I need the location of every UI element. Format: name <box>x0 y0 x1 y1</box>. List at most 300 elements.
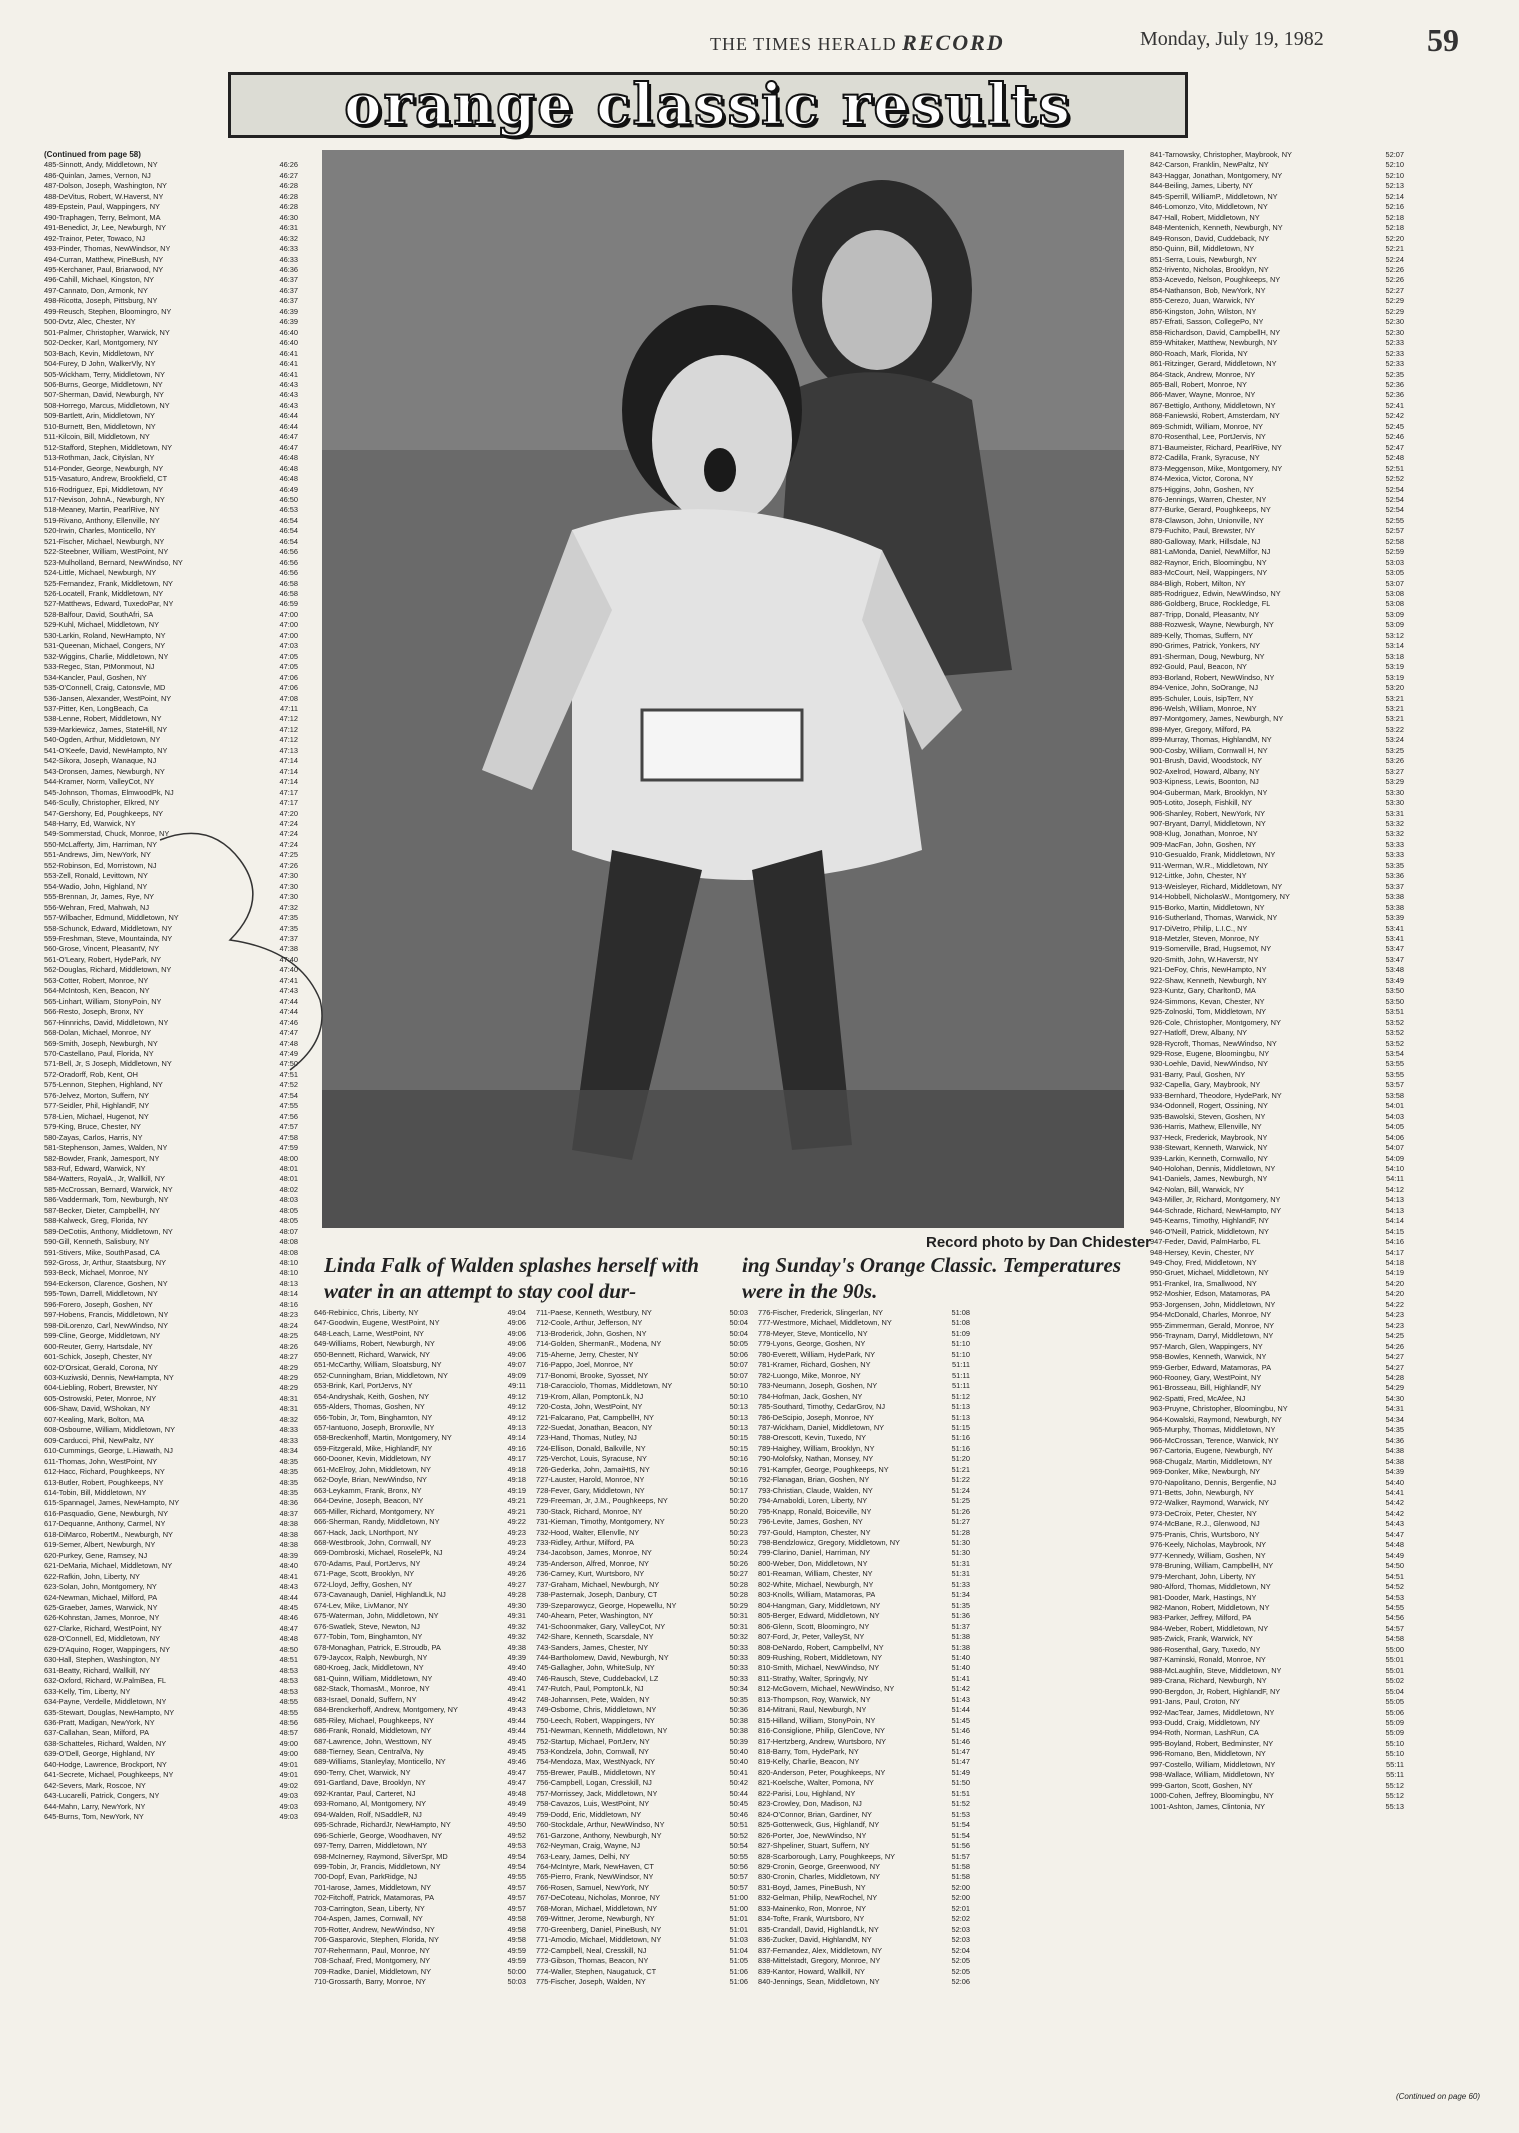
finish-time: 46:56 <box>279 568 298 578</box>
runner-entry: 975-Pranis, Chris, Wurtsboro, NY <box>1150 1529 1260 1539</box>
finish-time: 51:09 <box>951 1328 970 1338</box>
finish-time: 49:13 <box>507 1422 526 1432</box>
result-row <box>536 1381 748 1391</box>
result-row <box>314 1726 526 1736</box>
runner-entry: 808-DeNardo, Robert, Campbellvl, NY <box>758 1642 884 1652</box>
finish-time: 54:13 <box>1385 1205 1404 1215</box>
finish-time: 47:12 <box>279 714 298 724</box>
finish-time: 49:32 <box>507 1632 526 1642</box>
finish-time: 50:04 <box>729 1318 748 1328</box>
result-row <box>1150 1760 1404 1770</box>
result-row <box>44 192 298 202</box>
result-row <box>758 1705 970 1715</box>
result-row <box>758 1496 970 1506</box>
finish-time: 52:45 <box>1385 421 1404 431</box>
runner-entry: 587-Becker, Dieter, CampbellH, NY <box>44 1205 160 1215</box>
finish-time: 48:07 <box>279 1226 298 1236</box>
result-row <box>44 1666 298 1676</box>
finish-time: 49:22 <box>507 1517 526 1527</box>
page-number: 59 <box>1427 22 1459 58</box>
finish-time: 51:36 <box>951 1611 970 1621</box>
finish-time: 49:59 <box>507 1956 526 1966</box>
result-row <box>536 1914 748 1924</box>
result-row <box>44 767 298 777</box>
finish-time: 49:40 <box>507 1673 526 1683</box>
finish-time: 48:34 <box>279 1446 298 1456</box>
result-row <box>44 694 298 704</box>
result-row <box>44 840 298 850</box>
runner-entry: 620-Purkey, Gene, Ramsey, NJ <box>44 1550 148 1560</box>
runner-entry: 651-McCarthy, William, Sloatsburg, NY <box>314 1360 442 1370</box>
finish-time: 49:04 <box>507 1308 526 1317</box>
runner-entry: 895-Schuler, Louis, IsipTerr, NY <box>1150 693 1254 703</box>
result-row <box>1150 380 1404 390</box>
runner-entry: 978-Bruning, William, CampbellH, NY <box>1150 1561 1274 1571</box>
result-row <box>314 1831 526 1841</box>
result-row <box>1150 976 1404 986</box>
runner-entry: 793-Christian, Claude, Walden, NY <box>758 1485 873 1495</box>
result-row <box>314 1684 526 1694</box>
results-column-4 <box>758 1308 970 1987</box>
result-row <box>1150 411 1404 421</box>
result-row <box>44 349 298 359</box>
runner-entry: 804-Hangman, Gary, Middletown, NY <box>758 1600 881 1610</box>
runner-entry: 498-Ricotta, Joseph, Pittsburg, NY <box>44 296 158 306</box>
result-row <box>314 1548 526 1558</box>
runner-entry: 608-Osbourne, William, Middletown, NY <box>44 1425 176 1435</box>
runner-entry: 571-Bell, Jr, S Joseph, Middletown, NY <box>44 1059 172 1069</box>
finish-time: 49:01 <box>279 1759 298 1769</box>
finish-time: 47:30 <box>279 892 298 902</box>
finish-time: 51:01 <box>729 1924 748 1934</box>
finish-time: 46:28 <box>279 202 298 212</box>
finish-time: 47:48 <box>279 1038 298 1048</box>
runner-entry: 820-Anderson, Peter, Poughkeeps, NY <box>758 1767 886 1777</box>
runner-entry: 655-Alders, Thomas, Goshen, NY <box>314 1402 425 1412</box>
runner-entry: 710-Grossarth, Barry, Monroe, NY <box>314 1977 426 1986</box>
runner-entry: 880-Galloway, Mark, Hillsdale, NJ <box>1150 536 1261 546</box>
result-row <box>314 1705 526 1715</box>
result-row <box>1150 1655 1404 1665</box>
runner-entry: 814-Mitrani, Raul, Newburgh, NY <box>758 1705 867 1715</box>
continued-on-label: (Continued on page 60) <box>1395 2092 1480 2101</box>
runner-entry: 598-DiLorenzo, Carl, NewWindso, NY <box>44 1320 169 1330</box>
result-row <box>44 1174 298 1184</box>
runner-entry: 871-Baumeister, Richard, PearlRive, NY <box>1150 442 1282 452</box>
runner-entry: 976-Keely, Nicholas, Maybrook, NY <box>1150 1540 1267 1550</box>
finish-time: 54:52 <box>1385 1582 1404 1592</box>
result-row <box>1150 234 1404 244</box>
result-row <box>44 997 298 1007</box>
runner-entry: 690-Terry, Chet, Warwick, NY <box>314 1767 411 1777</box>
finish-time: 53:38 <box>1385 892 1404 902</box>
result-row <box>314 1392 526 1402</box>
finish-time: 49:06 <box>507 1349 526 1359</box>
runner-entry: 684-Brenckerhoff, Andrew, Montgomery, NY <box>314 1705 458 1715</box>
runner-entry: 676-Swatlek, Steve, Newton, NJ <box>314 1621 420 1631</box>
result-row <box>758 1308 970 1318</box>
result-row <box>536 1872 748 1882</box>
runner-entry: 935-Bawolski, Steven, Goshen, NY <box>1150 1111 1266 1121</box>
finish-time: 46:30 <box>279 212 298 222</box>
result-row <box>44 1394 298 1404</box>
runner-entry: 614-Tobin, Bill, Middletown, NY <box>44 1488 147 1497</box>
finish-time: 49:02 <box>279 1780 298 1790</box>
finish-time: 53:21 <box>1385 714 1404 724</box>
runner-entry: 931-Barry, Paul, Goshen, NY <box>1150 1069 1246 1079</box>
finish-time: 52:47 <box>1385 442 1404 452</box>
finish-time: 54:23 <box>1385 1310 1404 1320</box>
finish-time: 50:51 <box>729 1820 748 1830</box>
runner-entry: 532-Wiggins, Charlie, Middletown, NY <box>44 651 169 661</box>
finish-time: 53:18 <box>1385 651 1404 661</box>
finish-time: 47:00 <box>279 630 298 640</box>
result-row <box>1150 275 1404 285</box>
result-row <box>536 1831 748 1841</box>
result-row <box>44 1530 298 1540</box>
result-row <box>44 829 298 839</box>
finish-time: 54:39 <box>1385 1467 1404 1477</box>
result-row <box>314 1841 526 1851</box>
finish-time: 47:54 <box>279 1090 298 1100</box>
finish-time: 48:53 <box>279 1665 298 1675</box>
result-row <box>758 1590 970 1600</box>
runner-entry: 733-Ridley, Arthur, Milford, PA <box>536 1537 634 1547</box>
finish-time: 49:17 <box>507 1454 526 1464</box>
runner-entry: 740-Ahearn, Peter, Washington, NY <box>536 1611 654 1621</box>
result-row <box>44 1770 298 1780</box>
result-row <box>758 1486 970 1496</box>
finish-time: 49:43 <box>507 1705 526 1715</box>
result-row <box>44 746 298 756</box>
finish-time: 53:54 <box>1385 1048 1404 1058</box>
runner-entry: 691-Gartland, Dave, Brooklyn, NY <box>314 1778 426 1788</box>
result-row <box>44 1676 298 1686</box>
runner-entry: 526-Locatell, Frank, Middletown, NY <box>44 589 164 599</box>
finish-time: 53:27 <box>1385 766 1404 776</box>
runner-entry: 827-Shpeliner, Stuart, Suffern, NY <box>758 1841 870 1851</box>
result-row <box>314 1444 526 1454</box>
result-row <box>44 411 298 421</box>
runner-entry: 994-Roth, Norman, LashRun, CA <box>1150 1728 1259 1738</box>
runner-entry: 906-Shanley, Robert, NewYork, NY <box>1150 808 1266 818</box>
finish-time: 47:06 <box>279 683 298 693</box>
runner-entry: 962-Spatti, Fred, McAfee, NJ <box>1150 1393 1246 1403</box>
result-row <box>314 1935 526 1945</box>
finish-time: 47:40 <box>279 965 298 975</box>
runner-entry: 507-Sherman, David, Newburgh, NY <box>44 390 164 400</box>
runner-entry: 754-Mendoza, Max, WestNyack, NY <box>536 1757 655 1767</box>
finish-time: 51:35 <box>951 1600 970 1610</box>
finish-time: 47:59 <box>279 1143 298 1153</box>
runner-entry: 800-Weber, Don, Middletown, NY <box>758 1558 868 1568</box>
runner-entry: 792-Flanagan, Brian, Goshen, NY <box>758 1475 870 1485</box>
result-row <box>44 1321 298 1331</box>
runner-entry: 517-Nevison, JohnA., Newburgh, NY <box>44 494 165 504</box>
finish-time: 47:44 <box>279 1007 298 1017</box>
finish-time: 46:43 <box>279 379 298 389</box>
finish-time: 51:15 <box>951 1422 970 1432</box>
result-row <box>44 1352 298 1362</box>
runner-entry: 617-Dequanne, Anthony, Carmel, NY <box>44 1519 166 1529</box>
result-row <box>44 1268 298 1278</box>
result-row <box>1150 516 1404 526</box>
result-row <box>44 275 298 285</box>
result-row <box>44 1289 298 1299</box>
finish-time: 51:50 <box>951 1778 970 1788</box>
finish-time: 49:58 <box>507 1924 526 1934</box>
result-row <box>1150 1509 1404 1519</box>
result-row <box>44 1425 298 1435</box>
runner-entry: 518-Meaney, Martin, PearlRive, NY <box>44 505 160 515</box>
finish-time: 55:11 <box>1386 1770 1404 1780</box>
result-row <box>44 683 298 693</box>
finish-time: 49:24 <box>507 1558 526 1568</box>
finish-time: 47:40 <box>279 954 298 964</box>
runner-entry: 516-Rodriguez, Epi, Middletown, NY <box>44 484 164 494</box>
result-row <box>536 1402 748 1412</box>
runner-entry: 739-Szeparowycz, George, Hopewellu, NY <box>536 1600 677 1610</box>
result-row <box>1150 1164 1404 1174</box>
finish-time: 46:28 <box>279 181 298 191</box>
finish-time: 51:34 <box>951 1590 970 1600</box>
runner-entry: 584-Watters, RoyalA., Jr, Wallkill, NY <box>44 1174 166 1184</box>
runner-entry: 495-Kerchaner, Paul, Briarwood, NY <box>44 264 164 274</box>
finish-time: 53:30 <box>1385 798 1404 808</box>
finish-time: 54:03 <box>1385 1111 1404 1121</box>
runner-entry: 536-Jansen, Alexander, WestPoint, NY <box>44 693 172 703</box>
runner-entry: 888-Rozwesk, Wayne, Newburgh, NY <box>1150 620 1274 630</box>
runner-entry: 948-Hersey, Kevin, Chester, NY <box>1150 1247 1255 1257</box>
finish-time: 49:55 <box>507 1872 526 1882</box>
result-row <box>1150 537 1404 547</box>
result-row <box>1150 1666 1404 1676</box>
runner-entry: 711-Paese, Kenneth, Westbury, NY <box>536 1308 652 1317</box>
runner-entry: 725-Verchot, Louis, Syracuse, NY <box>536 1454 647 1464</box>
runner-entry: 1001-Ashton, James, Clintonia, NY <box>1150 1801 1266 1811</box>
runner-entry: 908-Klug, Jonathan, Monroe, NY <box>1150 829 1258 839</box>
finish-time: 50:35 <box>729 1694 748 1704</box>
runner-entry: 761-Garzone, Anthony, Newburgh, NY <box>536 1830 662 1840</box>
finish-time: 46:53 <box>279 505 298 515</box>
newspaper-name-small: THE TIMES HERALD <box>710 34 897 54</box>
runner-entry: 541-O'Keefe, David, NewHampto, NY <box>44 745 168 755</box>
finish-time: 51:37 <box>951 1621 970 1631</box>
finish-time: 47:17 <box>279 787 298 797</box>
runner-entry: 696-Schierle, George, Woodhaven, NY <box>314 1830 443 1840</box>
runner-entry: 867-Bettiglo, Anthony, Middletown, NY <box>1150 400 1276 410</box>
photo-caption <box>324 1252 1122 1304</box>
result-row <box>44 1206 298 1216</box>
finish-time: 54:14 <box>1385 1216 1404 1226</box>
runner-entry: 956-Traynam, Darryl, Middletown, NY <box>1150 1331 1274 1341</box>
finish-time: 54:51 <box>1385 1571 1404 1581</box>
result-row <box>1150 150 1404 160</box>
result-row <box>44 380 298 390</box>
finish-time: 46:43 <box>279 390 298 400</box>
finish-time: 48:31 <box>279 1393 298 1403</box>
finish-time: 49:38 <box>507 1642 526 1652</box>
finish-time: 46:28 <box>279 191 298 201</box>
result-row <box>536 1318 748 1328</box>
result-row <box>314 1956 526 1966</box>
runner-entry: 625-Graeber, James, Warwick, NY <box>44 1602 158 1612</box>
result-row <box>1150 255 1404 265</box>
runner-entry: 907-Bryant, Darryl, Middletown, NY <box>1150 819 1266 828</box>
result-row <box>1150 1143 1404 1153</box>
runner-entry: 780-Everett, William, HydePark, NY <box>758 1349 876 1359</box>
result-row <box>44 861 298 871</box>
finish-time: 53:37 <box>1385 881 1404 891</box>
runner-entry: 904-Guberman, Mark, Brooklyn, NY <box>1150 787 1268 797</box>
finish-time: 48:57 <box>279 1728 298 1738</box>
runner-entry: 881-LaMonda, Daniel, NewMilfor, NJ <box>1150 547 1271 557</box>
result-row <box>536 1946 748 1956</box>
result-row <box>1150 683 1404 693</box>
result-row <box>44 1342 298 1352</box>
runner-entry: 869-Schmidt, William, Monroe, NY <box>1150 421 1263 431</box>
result-row <box>314 1674 526 1684</box>
result-row <box>44 1154 298 1164</box>
finish-time: 52:07 <box>1385 150 1404 159</box>
result-row <box>44 1718 298 1728</box>
finish-time: 47:26 <box>279 860 298 870</box>
finish-time: 52:54 <box>1385 484 1404 494</box>
runner-entry: 605-Ostrowski, Peter, Monroe, NY <box>44 1393 157 1403</box>
runner-entry: 993-Dudd, Craig, Middletown, NY <box>1150 1717 1261 1727</box>
finish-time: 55:10 <box>1385 1749 1404 1759</box>
result-row <box>1150 1488 1404 1498</box>
runner-entry: 789-Haighey, William, Brooklyn, NY <box>758 1443 875 1453</box>
result-row <box>536 1904 748 1914</box>
runner-entry: 903-Kipness, Lewis, Boonton, NJ <box>1150 777 1259 787</box>
runner-entry: 515-Vasaturo, Andrew, Brookfield, CT <box>44 474 168 484</box>
result-row <box>44 537 298 547</box>
result-row <box>1150 1561 1404 1571</box>
runner-entry: 771-Amodio, Michael, Middletown, NY <box>536 1935 662 1945</box>
result-row <box>314 1507 526 1517</box>
finish-time: 47:35 <box>279 913 298 923</box>
runner-entry: 1000-Cohen, Jeffrey, Bloomingbu, NY <box>1150 1791 1274 1801</box>
runner-entry: 553-Zell, Ronald, Levittown, NY <box>44 871 148 881</box>
result-row <box>314 1904 526 1914</box>
result-row <box>1150 464 1404 474</box>
result-row <box>44 1404 298 1414</box>
finish-time: 52:26 <box>1385 275 1404 285</box>
result-row <box>536 1747 748 1757</box>
runner-entry: 899-Murray, Thomas, HighlandM, NY <box>1150 735 1272 745</box>
result-row <box>536 1820 748 1830</box>
runner-entry: 550-McLafferty, Jim, Harriman, NY <box>44 839 158 849</box>
finish-time: 54:09 <box>1385 1153 1404 1163</box>
finish-time: 51:01 <box>729 1914 748 1924</box>
runner-entry: 504-Furey, D John, WalkerVly, NY <box>44 359 156 369</box>
finish-time: 52:35 <box>1385 369 1404 379</box>
finish-time: 52:27 <box>1385 285 1404 295</box>
result-row <box>44 924 298 934</box>
runner-entry: 592-Gross, Jr, Arthur, Staatsburg, NY <box>44 1258 166 1268</box>
result-row <box>44 1519 298 1529</box>
runner-entry: 720-Costa, John, WestPoint, NY <box>536 1402 643 1412</box>
result-row <box>44 1509 298 1519</box>
result-row <box>1150 1195 1404 1205</box>
result-row <box>1150 944 1404 954</box>
result-row <box>1150 370 1404 380</box>
finish-time: 48:29 <box>279 1373 298 1383</box>
result-row <box>1150 767 1404 777</box>
finish-time: 53:25 <box>1385 745 1404 755</box>
finish-time: 49:11 <box>508 1381 526 1391</box>
runner-entry: 727-Lauster, Harold, Monroe, NY <box>536 1475 645 1485</box>
result-row <box>44 1279 298 1289</box>
runner-entry: 694-Walden, Rolf, NSaddleR, NJ <box>314 1809 422 1819</box>
runner-entry: 916-Sutherland, Thomas, Warwick, NY <box>1150 913 1278 923</box>
result-row <box>1150 422 1404 432</box>
runner-entry: 933-Bernhard, Theodore, HydePark, NY <box>1150 1090 1282 1100</box>
result-row <box>758 1862 970 1872</box>
runner-entry: 983-Parker, Jeffrey, Milford, PA <box>1150 1613 1252 1623</box>
finish-time: 48:33 <box>279 1435 298 1445</box>
runner-entry: 787-Wickham, Daniel, Middletown, NY <box>758 1422 885 1432</box>
runner-entry: 749-Osborne, Chris, Middletown, NY <box>536 1705 657 1715</box>
finish-time: 49:45 <box>507 1747 526 1757</box>
result-row <box>1150 829 1404 839</box>
newspaper-name-big: RECORD <box>902 30 1005 55</box>
result-row <box>1150 1258 1404 1268</box>
result-row <box>44 641 298 651</box>
result-row <box>44 756 298 766</box>
finish-time: 51:27 <box>951 1517 970 1527</box>
runner-entry: 586-Vaddermark, Tom, Newburgh, NY <box>44 1195 169 1205</box>
result-row <box>536 1308 748 1318</box>
issue-date: Monday, July 19, 1982 <box>1140 28 1324 50</box>
result-row <box>44 976 298 986</box>
finish-time: 48:01 <box>279 1174 298 1184</box>
result-row <box>1150 1467 1404 1477</box>
result-row <box>536 1444 748 1454</box>
runner-entry: 851-Serra, Louis, Newburgh, NY <box>1150 254 1257 264</box>
finish-time: 53:21 <box>1385 693 1404 703</box>
result-row <box>1150 756 1404 766</box>
finish-time: 50:36 <box>729 1705 748 1715</box>
finish-time: 51:22 <box>951 1475 970 1485</box>
runner-entry: 858-Richardson, David, CampbellH, NY <box>1150 327 1281 337</box>
result-row <box>44 558 298 568</box>
finish-time: 52:33 <box>1385 359 1404 369</box>
result-row <box>1150 349 1404 359</box>
runner-entry: 728-Fever, Gary, Middletown, NY <box>536 1485 645 1495</box>
finish-time: 46:43 <box>279 400 298 410</box>
result-row <box>1150 589 1404 599</box>
result-row <box>44 620 298 630</box>
result-row <box>44 871 298 881</box>
result-row <box>758 1360 970 1370</box>
finish-time: 47:37 <box>279 933 298 943</box>
result-row <box>1150 1436 1404 1446</box>
finish-time: 55:09 <box>1385 1728 1404 1738</box>
finish-time: 54:42 <box>1385 1508 1404 1518</box>
result-row <box>314 1569 526 1579</box>
runner-entry: 689-Williams, Stanleylay, Monticello, NY <box>314 1757 446 1767</box>
result-row <box>44 265 298 275</box>
result-row <box>44 359 298 369</box>
result-row <box>1150 359 1404 369</box>
finish-time: 55:09 <box>1385 1717 1404 1727</box>
runner-entry: 512-Stafford, Stephen, Middletown, NY <box>44 442 173 452</box>
result-row <box>758 1695 970 1705</box>
finish-time: 52:10 <box>1385 170 1404 180</box>
runner-entry: 488-DeVitus, Robert, W.Haverst, NY <box>44 191 164 201</box>
